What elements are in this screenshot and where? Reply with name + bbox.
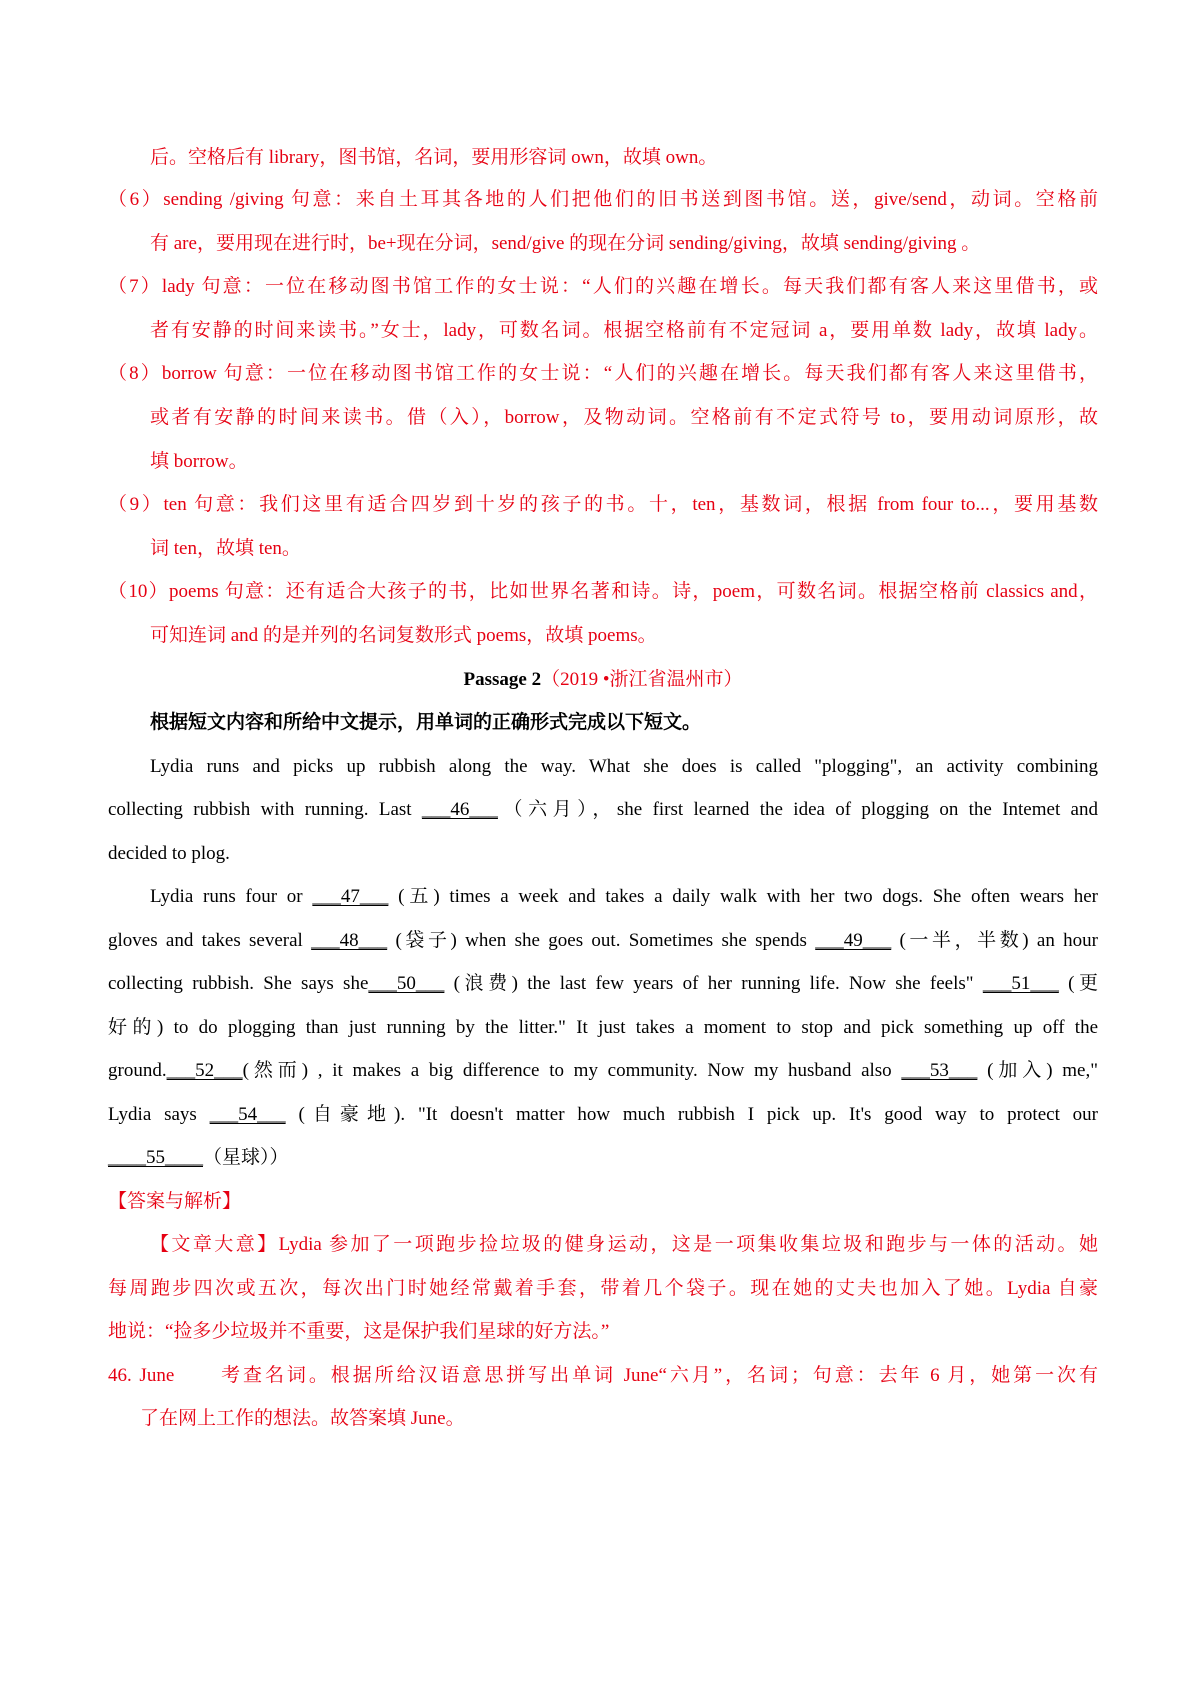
p2-line3-text-c: (更 xyxy=(1058,973,1098,994)
passage-instruction: 根据短文内容和所给中文提示，用单词的正确形式完成以下短文。 xyxy=(150,712,702,733)
explanation-6-line1: （6）sending /giving 句意：来自土耳其各地的人们把他们的旧书送到图书馆。送，give/send，动词。空格前 xyxy=(108,189,1098,210)
blank-50: ___50___ xyxy=(368,973,445,994)
answer-46-line2: 了在网上工作的想法。故答案填 June。 xyxy=(140,1408,465,1429)
p2-line2 xyxy=(108,929,1098,953)
explanation-10-line1: （10）poems 句意：还有适合大孩子的书，比如世界名著和诗。诗，poem，可数名词。根据空格前 classics and， xyxy=(108,581,1098,602)
answer-46-line1: 46. June 考查名词。根据所给汉语意思拼写出单词 June“六月”，名词；句意：去年 6 月，她第一次有 xyxy=(108,1365,1098,1386)
summary-line1-text: Lydia 参加了一项跑步捡垃圾的健身运动，这是一项集收集垃圾和跑步与一体的活动。她 xyxy=(278,1234,1098,1255)
p2-line5 xyxy=(108,1059,1098,1083)
p2-line3-text-a: collecting rubbish. She says she xyxy=(108,973,369,994)
summary-line3: 地说：“捡多少垃圾并不重要，这是保护我们星球的好方法。” xyxy=(108,1321,610,1342)
blank-53: ___53___ xyxy=(901,1060,978,1081)
p2-line2-text-b: (袋子) when she goes out. Sometimes she spends xyxy=(387,930,816,951)
p2-line7 xyxy=(108,1146,1098,1170)
explanation-8-line3: 填 borrow。 xyxy=(150,451,248,472)
p2-line5-text-b: (然而) , it makes a big difference to my community. Now my husband also xyxy=(242,1060,902,1081)
p1-line2-text-b: （六月），she first learned the idea of plogging on the Intemet and xyxy=(497,799,1098,820)
explanation-7-line1: （7）lady 句意：一位在移动图书馆工作的女士说：“人们的兴趣在增长。每天我们都有客人来这里借书，或 xyxy=(108,276,1098,297)
passage-source: （2019 •浙江省温州市） xyxy=(541,669,743,690)
blank-52: ___52___ xyxy=(166,1060,243,1081)
blank-46: ___46___ xyxy=(421,799,498,820)
p2-line4: 好的) to do plogging than just running by the litter." It just takes a moment to stop and pick something up off the xyxy=(108,1017,1098,1038)
p2-line2-text-c: (一半，半数) an hour xyxy=(891,930,1098,951)
p2-line6 xyxy=(108,1103,1098,1127)
blank-49: ___49___ xyxy=(815,930,892,951)
summary-line2: 每周跑步四次或五次，每次出门时她经常戴着手套，带着几个袋子。现在她的丈夫也加入了她。Lydia 自豪 xyxy=(108,1278,1098,1299)
explanation-9-line1: （9）ten 句意：我们这里有适合四岁到十岁的孩子的书。十，ten，基数词，根据 from four to...，要用基数 xyxy=(108,494,1098,515)
p2-line3-text-b: (浪费) the last few years of her running life. Now she feels" xyxy=(444,973,983,994)
blank-55: ____55____ xyxy=(108,1147,203,1168)
passage-title xyxy=(108,668,1098,692)
explanation-7-line2: 者有安静的时间来读书。”女士，lady，可数名词。根据空格前有不定冠词 a，要用单数 lady，故填 lady。 xyxy=(150,320,1098,341)
passage-title-text: Passage 2 xyxy=(463,669,542,690)
explanation-6-line2: 有 are，要用现在进行时，be+现在分词，send/give 的现在分词 sending/giving，故填 sending/giving 。 xyxy=(150,233,981,254)
summary-line1 xyxy=(150,1233,1098,1257)
p1-line2 xyxy=(108,798,1098,822)
p2-line1 xyxy=(150,885,1098,909)
blank-48: ___48___ xyxy=(311,930,388,951)
blank-54: ___54___ xyxy=(209,1104,286,1125)
summary-tag: 【文章大意】 xyxy=(150,1234,279,1255)
p2-line5-text-a: ground. xyxy=(108,1060,167,1081)
answer-header: 【答案与解析】 xyxy=(108,1191,242,1212)
p2-line5-text-c: (加入) me," xyxy=(977,1060,1098,1081)
blank-51: ___51___ xyxy=(982,973,1059,994)
p2-line7-text: （星球）） xyxy=(203,1147,289,1168)
p2-line3 xyxy=(108,972,1098,996)
explanation-8-line1: （8）borrow 句意：一位在移动图书馆工作的女士说：“人们的兴趣在增长。每天我们都有客人来这里借书， xyxy=(108,363,1098,384)
explanation-10-line2: 可知连词 and 的是并列的名词复数形式 poems，故填 poems。 xyxy=(150,625,657,646)
p2-line6-text-b: (自豪地). "It doesn't matter how much rubbish I pick up. It's good way to protect our xyxy=(285,1104,1099,1125)
blank-47: ___47___ xyxy=(312,886,389,907)
p2-line2-text-a: gloves and takes several xyxy=(108,930,312,951)
p1-line3: decided to plog. xyxy=(108,843,230,864)
p2-line6-text-a: Lydia says xyxy=(108,1104,210,1125)
p2-line1-text-b: (五) times a week and takes a daily walk with her two dogs. She often wears her xyxy=(388,886,1098,907)
explanation-9-line2: 词 ten，故填 ten。 xyxy=(150,538,301,559)
explanation-8-line2: 或者有安静的时间来读书。借（入），borrow，及物动词。空格前有不定式符号 to，要用动词原形，故 xyxy=(150,407,1098,428)
p1-line2-text-a: collecting rubbish with running. Last xyxy=(108,799,422,820)
p1-line1: Lydia runs and picks up rubbish along the way. What she does is called "plogging", an activity combining xyxy=(150,756,1098,777)
explanation-5-cont: 后。空格后有 library，图书馆，名词，要用形容词 own，故填 own。 xyxy=(150,147,718,168)
p2-line1-text-a: Lydia runs four or xyxy=(150,886,313,907)
